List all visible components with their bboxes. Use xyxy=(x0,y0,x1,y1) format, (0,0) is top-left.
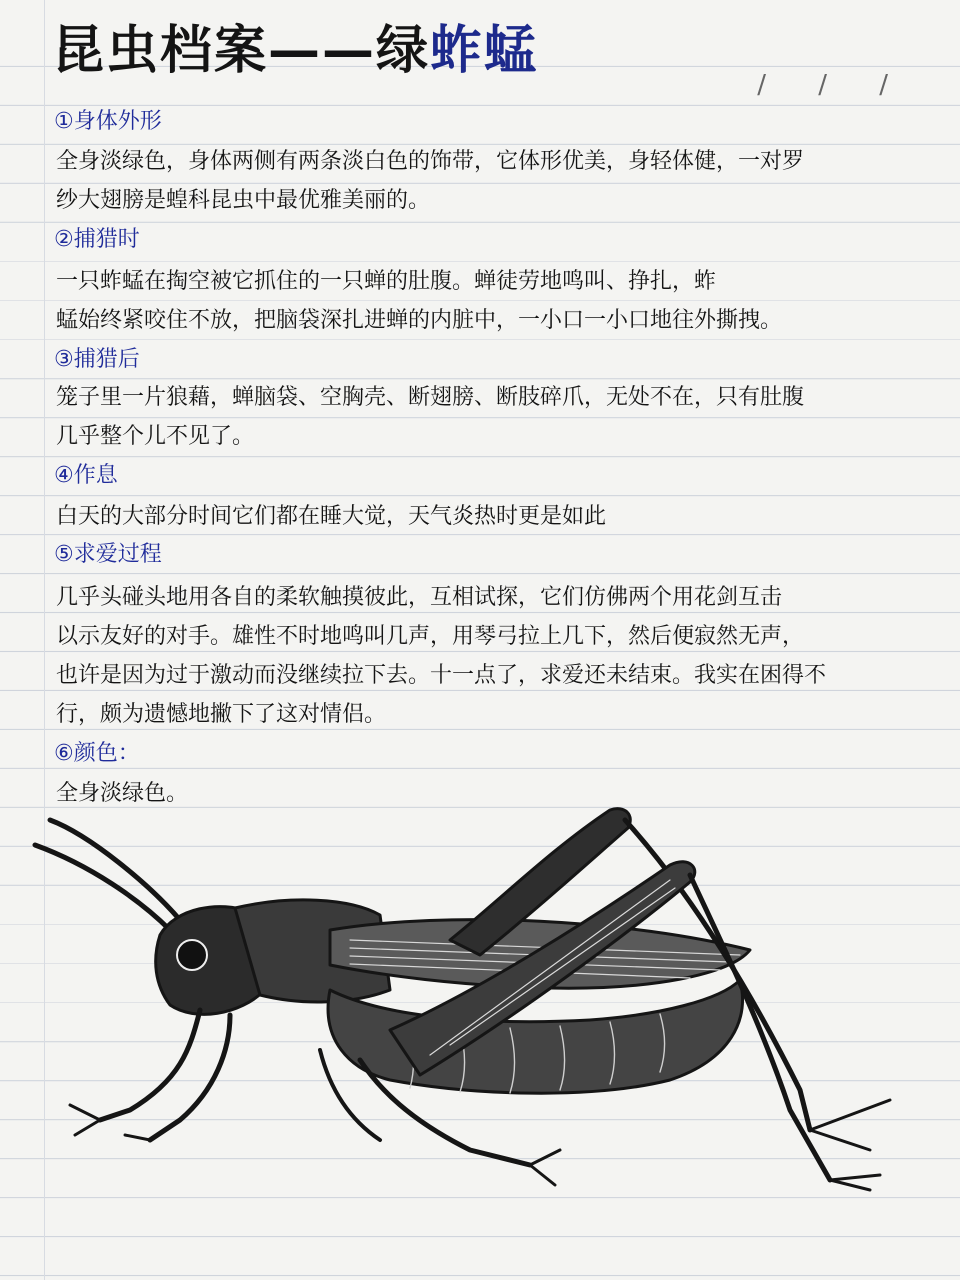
text-line: 笼子里一片狼藉，蝉脑袋、空胸壳、断翅膀、断肢碎爪，无处不在，只有肚腹 xyxy=(56,385,805,410)
text-line: 纱大翅膀是蝗科昆虫中最优雅美丽的。 xyxy=(56,188,431,213)
section-heading-color: ⑥颜色： xyxy=(54,741,140,766)
section-heading-hunting: ②捕猎时 xyxy=(54,227,140,252)
section-heading-after-hunting: ③捕猎后 xyxy=(54,347,140,372)
section-heading-courtship: ⑤求爱过程 xyxy=(54,542,162,567)
title-main: 昆虫档案——绿 xyxy=(52,21,431,81)
section-body-body-shape xyxy=(56,142,896,220)
pen-marks: / / / xyxy=(757,70,910,100)
title-accent: 蚱蜢 xyxy=(430,21,539,81)
text-line: 也许是因为过于激动而没继续拉下去。十一点了，求爱还未结束。我实在困得不 xyxy=(56,663,827,688)
page-title xyxy=(52,8,538,83)
section-body-hunting xyxy=(56,262,896,340)
text-line: 白天的大部分时间它们都在睡大觉，天气炎热时更是如此 xyxy=(56,504,607,529)
section-body-courtship xyxy=(56,578,896,734)
text-line: 行，颇为遗憾地撇下了这对情侣。 xyxy=(56,702,387,727)
text-line: 几乎头碰头地用各自的柔软触摸彼此，互相试探，它们仿佛两个用花剑互击 xyxy=(56,585,783,610)
text-line: 全身淡绿色，身体两侧有两条淡白色的饰带，它体形优美，身轻体健，一对罗 xyxy=(56,149,805,174)
section-body-schedule xyxy=(56,497,896,536)
grasshopper-illustration xyxy=(30,790,930,1210)
text-line: 以示友好的对手。雄性不时地鸣叫几声，用琴弓拉上几下，然后便寂然无声， xyxy=(56,624,805,649)
text-line: 一只蚱蜢在掏空被它抓住的一只蝉的肚腹。蝉徒劳地鸣叫、挣扎，蚱 xyxy=(56,269,717,294)
section-heading-body-shape: ①身体外形 xyxy=(54,109,162,134)
text-line: 全身淡绿色。 xyxy=(56,781,189,806)
section-heading-schedule: ④作息 xyxy=(54,463,118,488)
text-line: 几乎整个儿不见了。 xyxy=(56,424,255,449)
text-line: 蜢始终紧咬住不放，把脑袋深扎进蝉的内脏中，一小口一小口地往外撕拽。 xyxy=(56,308,783,333)
section-body-after-hunting xyxy=(56,378,896,456)
